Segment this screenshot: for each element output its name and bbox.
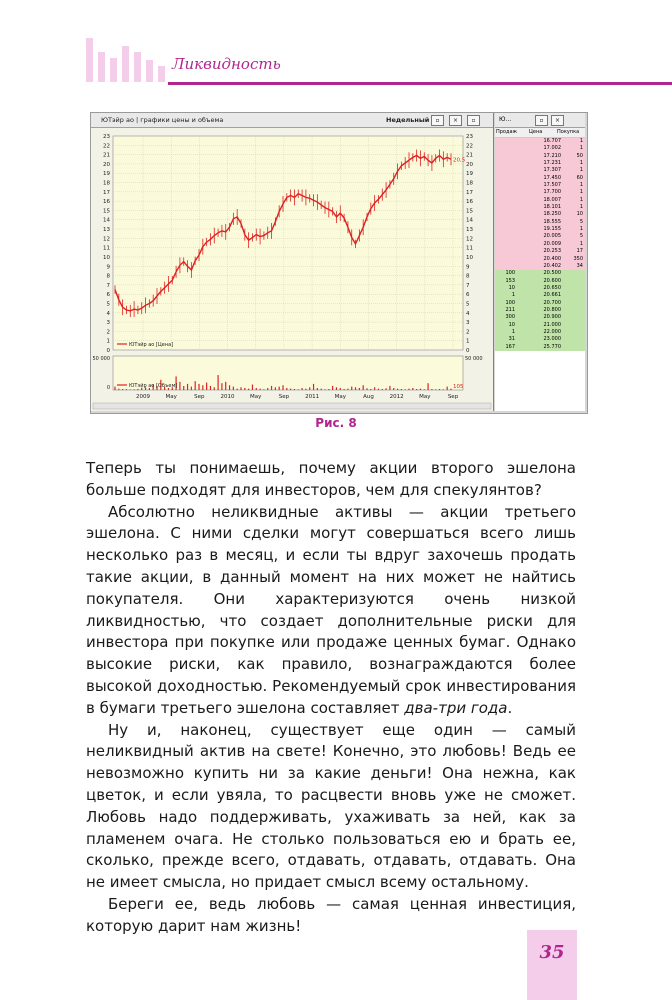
buy-row[interactable] <box>495 344 585 351</box>
chart-window-title: ЮТэйр ао | графики цены и объема <box>101 116 224 124</box>
buy-row[interactable] <box>495 292 585 299</box>
order-book-cell: 20.400 <box>543 255 561 262</box>
buy-row[interactable] <box>495 300 585 307</box>
y-tick-label-left: 3 <box>106 320 110 327</box>
sell-row[interactable] <box>495 219 585 226</box>
order-book-title: Ю... <box>499 116 512 123</box>
order-book-cell: 1 <box>579 138 583 144</box>
y-tick-label-right: 16 <box>466 199 473 206</box>
order-book-cell: 17.231 <box>543 160 561 167</box>
y-tick-label-left: 15 <box>103 208 110 215</box>
price-volume-chart <box>91 128 493 411</box>
order-book-cell: 5 <box>579 233 583 240</box>
order-book-cell: 20.800 <box>543 306 561 313</box>
x-tick-label: May <box>334 394 346 400</box>
x-tick-label: Sep <box>278 394 290 400</box>
period-selector[interactable]: Недельный <box>386 116 430 124</box>
order-book-cell: 20.600 <box>543 277 561 284</box>
order-book-restore-button[interactable]: ▫ <box>535 115 548 126</box>
col-buy: Покупка <box>557 129 580 135</box>
buy-row[interactable] <box>495 270 585 277</box>
order-book-cell: 1 <box>579 226 583 233</box>
figure-screenshot <box>90 112 588 414</box>
y-tick-label-left: 6 <box>106 292 110 299</box>
y-tick-label-right: 0 <box>466 348 470 354</box>
order-book-cell: 16.707 <box>543 138 561 144</box>
y-tick-label-left: 17 <box>103 189 110 196</box>
order-book-cell: 17.210 <box>543 152 561 159</box>
sell-row[interactable] <box>495 204 585 211</box>
y-tick-label-left: 5 <box>106 301 110 308</box>
order-book-cell: 1 <box>579 189 583 196</box>
order-book-cell: 20.500 <box>543 270 561 277</box>
chart-window-titlebar <box>91 113 493 128</box>
order-book-cell: 350 <box>573 255 583 262</box>
x-tick-label: 2009 <box>136 394 150 400</box>
order-book-cell: 18.250 <box>543 211 561 218</box>
y-tick-label-right: 19 <box>466 171 473 178</box>
buy-row[interactable] <box>495 278 585 285</box>
order-book-header <box>495 128 585 138</box>
sell-row[interactable] <box>495 175 585 182</box>
order-book-cell: 20.650 <box>543 284 561 291</box>
order-book-cell: 167 <box>505 343 515 350</box>
x-tick-label: Sep <box>194 394 205 400</box>
order-book-close-icon[interactable]: × <box>551 115 564 126</box>
order-book-cell: 100 <box>505 270 515 277</box>
sell-row[interactable] <box>495 182 585 189</box>
order-book-cell: 17.307 <box>543 167 561 174</box>
y-tick-label-left: 7 <box>106 282 110 289</box>
maximize-button[interactable]: ▫ <box>467 115 480 126</box>
order-book-cell: 17 <box>576 248 583 255</box>
y-tick-label-left: 21 <box>103 152 110 159</box>
order-book-cell: 31 <box>508 336 515 343</box>
y-tick-label-right: 21 <box>466 152 473 159</box>
sell-row[interactable] <box>495 248 585 255</box>
y-tick-label-left: 16 <box>103 199 110 206</box>
x-tick-label: Sep <box>447 394 459 400</box>
chapter-title: Ликвидность <box>172 55 281 73</box>
paragraph-text: Абсолютно неликвидные активы — акции третьего эшелона. С ними сделки могут совершаться всего лишь несколько раз в месяц, и если ты вдруг захочешь продать такие акции, в данный момент на них может не найтись покупателя. Они характеризуются очень низкой ликвидностью, что создает дополнительные риски для инвестора при покупке или продаже ценных бумаг. Однако высокие риски, как правило, вознаграждаются более высокой доходностью. Рекомендуемый срок инвестирования в бумаги третьего эшелона составляет <box>86 502 576 717</box>
y-tick-label-right: 2 <box>466 329 470 336</box>
y-tick-label-right: 10 <box>466 254 473 261</box>
order-book-cell: 17.700 <box>543 189 561 196</box>
order-book-cell: 20.661 <box>543 292 561 299</box>
y-tick-label-right: 1 <box>466 338 470 345</box>
col-sell: Продаж <box>496 129 518 135</box>
y-tick-label-right: 18 <box>466 180 473 187</box>
last-volume-label: 105 <box>453 384 464 390</box>
order-book-cell: 20.900 <box>543 314 561 321</box>
chart-window <box>91 113 494 411</box>
price-legend: ЮТэйр ао [Цена] <box>129 342 174 348</box>
sell-row[interactable] <box>495 189 585 196</box>
y-tick-label-right: 6 <box>466 292 470 299</box>
y-tick-label-left: 23 <box>103 134 110 140</box>
y-tick-label-right: 20 <box>466 161 473 168</box>
x-tick-label: Aug <box>363 394 374 400</box>
order-book-cell: 25.770 <box>543 343 561 350</box>
sell-row[interactable] <box>495 263 585 270</box>
y-tick-label-right: 5 <box>466 301 470 308</box>
y-tick-label-left: 4 <box>106 310 110 317</box>
order-book-cell: 1 <box>579 182 583 189</box>
y-tick-label-left: 11 <box>103 245 110 252</box>
x-tick-label: May <box>250 394 262 400</box>
paragraph: Ну и, наконец, существует еще один — самый неликвидный актив на свете! Конечно, это любовь! Ведь ее невозможно купить ни за какие деньги! Она нежна, как цветок, и если увяла, то расцвести вновь уже не сможет. Любовь надо поддерживать, ухаживать за ней, как за пламенем очага. Не столько пользоваться ею и брать ее, сколько, прежде всего, отдавать, отдавать, отдавать. Она не имеет смысла, но придает смысл всему остальному. <box>86 720 576 892</box>
y-tick-label-right: 13 <box>466 227 473 234</box>
order-book-cell: 21.000 <box>543 321 561 328</box>
y-tick-label-right: 11 <box>466 245 473 252</box>
order-book-cell: 50 <box>576 152 583 159</box>
paragraph-end: . <box>507 698 513 717</box>
y-tick-label-right: 17 <box>466 189 473 196</box>
y-tick-label-left: 10 <box>103 254 110 261</box>
y-tick-label-right: 4 <box>466 310 470 317</box>
paragraph: Теперь ты понимаешь, почему акции второго эшелона больше подходят для инвесторов, чем для спекулянтов? <box>86 459 576 499</box>
y-tick-label-left: 12 <box>103 236 110 243</box>
order-book-cell: 18.101 <box>543 204 561 211</box>
y-tick-label-right: 12 <box>466 236 473 243</box>
order-book-cell: 20.402 <box>543 262 561 269</box>
sell-row[interactable] <box>495 153 585 160</box>
y-tick-label-left: 0 <box>106 348 110 354</box>
order-book-cell: 10 <box>576 211 583 218</box>
buy-row[interactable] <box>495 322 585 329</box>
sell-row[interactable] <box>495 160 585 167</box>
paragraph: Береги ее, ведь любовь — самая ценная инвестиция, которую дарит нам жизнь! <box>86 894 576 935</box>
sell-row[interactable] <box>495 197 585 204</box>
figure-caption: Рис. 8 <box>315 416 357 430</box>
col-price: Цена <box>529 129 543 135</box>
x-tick-label: May <box>165 394 177 400</box>
volume-tick-label-right: 50 000 <box>465 356 483 362</box>
order-book-cell: 20.009 <box>543 240 561 247</box>
order-book-cell: 1 <box>579 196 583 203</box>
last-price-label: 20,5 <box>453 157 466 164</box>
y-tick-label-left: 19 <box>103 171 110 178</box>
x-tick-label: 2010 <box>220 394 235 400</box>
order-book-cell: 17.450 <box>543 174 561 181</box>
volume-tick-label: 50 000 <box>92 356 110 362</box>
emphasis: два-три года <box>404 698 508 717</box>
header-decoration <box>86 38 166 82</box>
buy-row[interactable] <box>495 336 585 343</box>
y-tick-label-left: 20 <box>103 161 110 168</box>
sell-row[interactable] <box>495 233 585 240</box>
order-book-cell: 1 <box>579 167 583 174</box>
sell-row[interactable] <box>495 226 585 233</box>
y-tick-label-left: 13 <box>103 227 110 234</box>
sell-row[interactable] <box>495 138 585 145</box>
order-book-cell: 23.000 <box>543 336 561 343</box>
y-tick-label-left: 2 <box>106 329 110 336</box>
header-rule <box>168 82 672 85</box>
y-tick-label-right: 15 <box>466 208 473 215</box>
order-book-cell: 1 <box>579 160 583 167</box>
order-book-cell: 18.555 <box>543 218 561 225</box>
scrollbar <box>93 403 491 409</box>
y-tick-label-left: 8 <box>106 273 110 280</box>
y-tick-label-right: 3 <box>466 320 470 327</box>
restore-button[interactable]: ▫ <box>431 115 444 126</box>
y-tick-label-left: 14 <box>103 217 110 224</box>
price-pane <box>113 136 463 350</box>
sell-row[interactable] <box>495 167 585 174</box>
order-book-cell: 34 <box>576 262 583 269</box>
order-book-cell: 1 <box>511 328 515 335</box>
order-book-cell: 60 <box>576 174 583 181</box>
buy-row[interactable] <box>495 307 585 314</box>
order-book-cell: 10 <box>508 284 515 291</box>
volume-legend: ЮТэйр ао [Объем] <box>129 383 178 389</box>
y-tick-label-left: 1 <box>106 338 110 345</box>
order-book-cell: 10 <box>508 321 515 328</box>
order-book-cell: 22.000 <box>543 328 561 335</box>
order-book-rows <box>495 138 585 351</box>
order-book-cell: 19.155 <box>543 226 561 233</box>
x-tick-label: 2012 <box>389 394 404 400</box>
order-book-cell: 100 <box>505 299 515 306</box>
y-tick-label-right: 8 <box>466 273 470 280</box>
y-tick-label-right: 23 <box>466 134 473 140</box>
y-tick-label-left: 18 <box>103 180 110 187</box>
sell-row[interactable] <box>495 256 585 263</box>
order-book-cell: 20.700 <box>543 299 561 306</box>
order-book-cell: 1 <box>579 145 583 152</box>
page-number-box <box>527 930 577 1000</box>
y-tick-label-right: 9 <box>466 264 470 271</box>
y-tick-label-left: 22 <box>103 143 110 150</box>
order-book-titlebar <box>495 113 585 128</box>
order-book-cell: 5 <box>579 218 583 225</box>
body-text <box>86 458 576 938</box>
order-book-cell: 211 <box>505 306 515 313</box>
x-tick-label: 2011 <box>305 394 320 400</box>
order-book-cell: 153 <box>505 277 515 284</box>
order-book-window <box>495 113 585 411</box>
order-book-cell: 1 <box>579 204 583 211</box>
order-book-cell: 1 <box>511 292 515 299</box>
order-book-cell: 20.253 <box>543 248 561 255</box>
x-tick-label: May <box>419 394 431 400</box>
paragraph <box>86 502 576 720</box>
buy-row[interactable] <box>495 314 585 321</box>
y-tick-label-right: 22 <box>466 143 473 150</box>
order-book-cell: 17.507 <box>543 182 561 189</box>
sell-row[interactable] <box>495 145 585 152</box>
order-book-cell: 1 <box>579 240 583 247</box>
order-book-cell: 300 <box>505 314 515 321</box>
order-book-cell: 18.007 <box>543 196 561 203</box>
page-number: 35 <box>539 942 565 963</box>
volume-zero-label: 0 <box>106 385 110 391</box>
order-book-cell: 20.005 <box>543 233 561 240</box>
buy-row[interactable] <box>495 329 585 336</box>
sell-row[interactable] <box>495 211 585 218</box>
y-tick-label-left: 9 <box>106 264 110 271</box>
y-tick-label-right: 7 <box>466 282 470 289</box>
sell-row[interactable] <box>495 241 585 248</box>
buy-row[interactable] <box>495 285 585 292</box>
close-icon[interactable]: × <box>449 115 462 126</box>
y-tick-label-right: 14 <box>466 217 473 224</box>
order-book-cell: 17.002 <box>543 145 561 152</box>
